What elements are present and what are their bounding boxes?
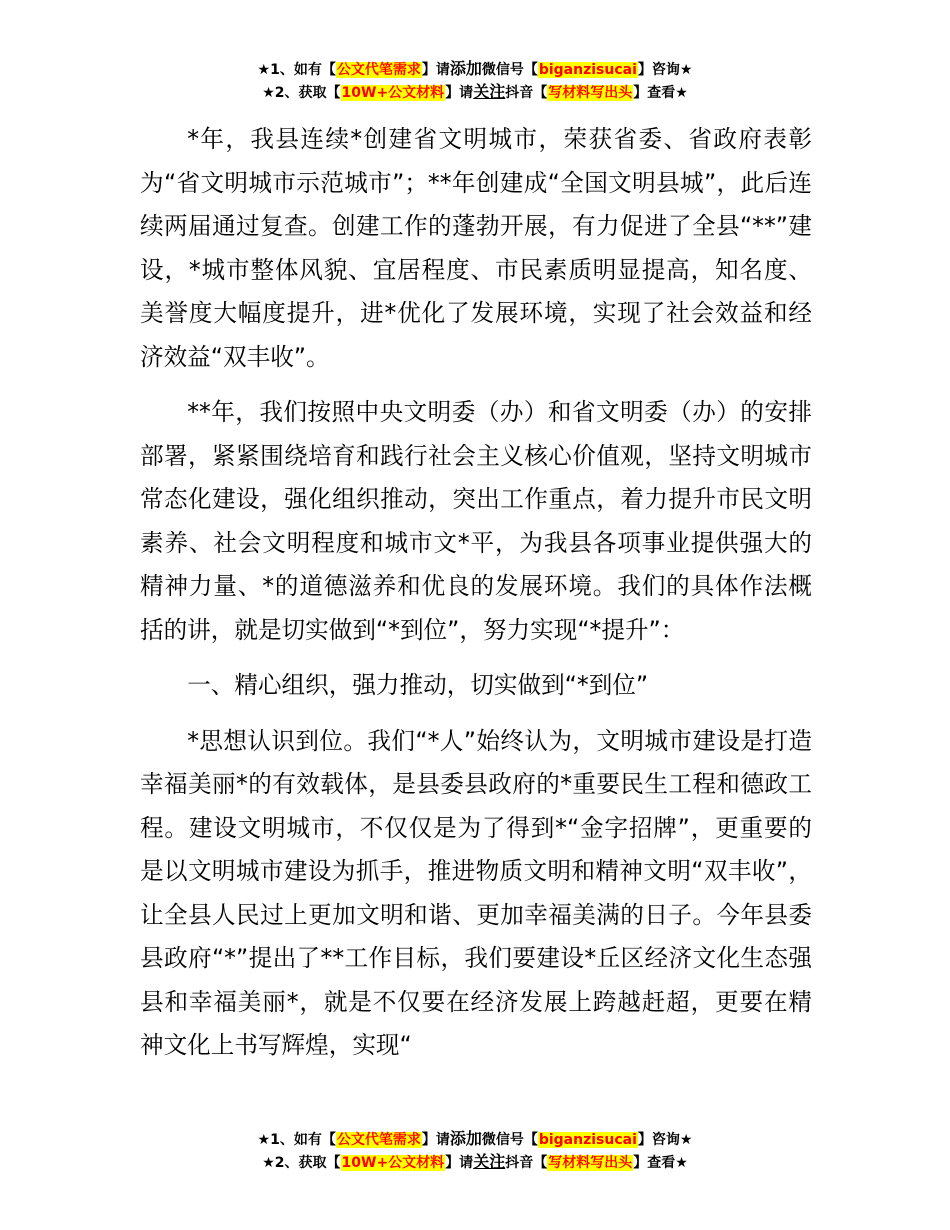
section-heading: 一、精心组织，强力推动，切实做到“*到位”	[187, 671, 649, 699]
star-icon: ★	[679, 62, 693, 78]
paragraph: *思想认识到位。我们“*人”始终认为，文明城市建设是打造幸福美丽*的有效载体，是县委县政府的*重要民生工程和德政工程。建设文明城市，不仅仅是为了得到*“金字招牌”，更重要的是以文明城市建设为抓手，推进物质文明和精神文明“双丰收”，让全县人民过上更加文明和谐、更加幸福美满的日子。今年县委县政府“*”提出了**工作目标，我们要建设*丘区经济文化生态强县和幸福美丽*，就是不仅要在经济发展上跨越赶超，更要在精神文化上书写辉煌，实现“	[140, 726, 812, 1059]
star-icon: ★	[262, 1155, 275, 1171]
banner-line-1: ★1、如有【公文代笔需求】请添加微信号【biganzisucai】咨询★	[257, 59, 693, 78]
douyin-id: 写材料写出头	[548, 85, 633, 101]
paragraph: **年，我们按照中央文明委（办）和省文明委（办）的安排部署，紧紧围绕培育和践行社会主义核心价值观，坚持文明城市常态化建设，强化组织推动，突出工作重点，着力提升市民文明素养、社会文明程度和城市文*平，为我县各项事业提供强大的精神力量、*的道德滋养和优良的发展环境。我们的具体作法概括的讲，就是切实做到“*到位”，努力实现“*提升”：	[140, 398, 812, 644]
star-icon: ★	[262, 85, 275, 101]
highlight-text: 公文代笔需求	[336, 62, 421, 78]
banner-line-2: ★2、获取【10W+公文材料】请关注抖音【写材料写出头】查看★	[262, 1152, 688, 1171]
document-body	[140, 118, 812, 1080]
banner-line-2: ★2、获取【10W+公文材料】请关注抖音【写材料写出头】查看★	[262, 82, 688, 101]
highlight-text: 公文代笔需求	[336, 1132, 421, 1148]
highlight-text: 10W+公文材料	[341, 1155, 445, 1171]
star-icon: ★	[257, 62, 271, 78]
star-icon: ★	[675, 1155, 688, 1171]
star-icon: ★	[257, 1132, 271, 1148]
header-banner	[0, 58, 950, 104]
banner-line-1: ★1、如有【公文代笔需求】请添加微信号【biganzisucai】咨询★	[257, 1129, 693, 1148]
douyin-id: 写材料写出头	[548, 1155, 633, 1171]
paragraph: *年，我县连续*创建省文明城市，荣获省委、省政府表彰为“省文明城市示范城市”；**年创建成“全国文明县城”，此后连续两届通过复查。创建工作的蓬勃开展，有力促进了全县“**”建设，*城市整体风貌、宜居程度、市民素质明显提高，知名度、美誉度大幅度提升，进*优化了发展环境，实现了社会效益和经济效益“双丰收”。	[140, 125, 812, 371]
footer-banner	[0, 1128, 950, 1174]
highlight-text: 10W+公文材料	[341, 85, 445, 101]
wechat-id: biganzisucai	[538, 1132, 637, 1148]
star-icon: ★	[679, 1132, 693, 1148]
star-icon: ★	[675, 85, 688, 101]
wechat-id: biganzisucai	[538, 62, 637, 78]
